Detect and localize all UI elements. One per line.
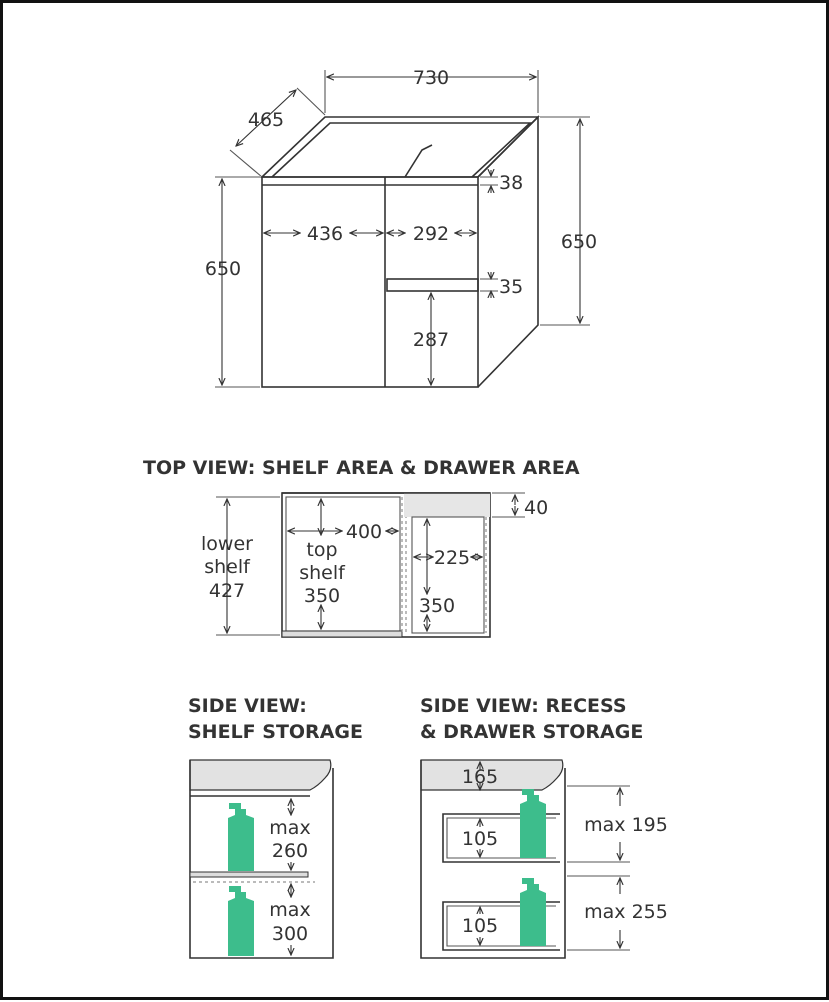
left-width-label: 436 — [306, 223, 344, 245]
drawer-1-height-label: 105 — [461, 828, 499, 850]
lower-shelf-label-1: lower — [201, 533, 253, 555]
drawer-2-height-label: 105 — [461, 915, 499, 937]
max-label-2: max — [269, 899, 311, 921]
mid-rail-label: 35 — [499, 276, 524, 298]
side-shelf-drawing — [190, 760, 333, 958]
recess-label: 165 — [461, 766, 499, 788]
max-255-label: max 255 — [584, 901, 668, 923]
drawer-rail — [387, 279, 478, 291]
max-label-1: max — [269, 817, 311, 839]
top-shelf-label-1: top — [306, 539, 338, 561]
max-195-label: max 195 — [584, 814, 668, 836]
cabinet-side — [478, 117, 538, 387]
bottle-icon — [520, 789, 546, 858]
top-shelf-value: 350 — [303, 585, 341, 607]
side-drawer-heading-1: SIDE VIEW: RECESS — [420, 695, 627, 717]
drawer-height-label: 287 — [412, 329, 450, 351]
bottle-icon — [228, 803, 254, 871]
height-left-label: 650 — [204, 258, 242, 280]
side-drawer-drawing — [421, 760, 630, 958]
lower-shelf-label-2: shelf — [204, 556, 250, 578]
height-right-label: 650 — [560, 231, 598, 253]
top-shelf-label-2: shelf — [299, 562, 345, 584]
tap-outline — [405, 145, 432, 177]
max-value-260: 260 — [271, 840, 309, 862]
bottle-icon — [228, 886, 254, 956]
right-width-label: 292 — [412, 223, 450, 245]
top-view-plan — [216, 493, 525, 637]
drawer-depth-label: 350 — [418, 595, 456, 617]
rail-depth-label: 40 — [524, 497, 549, 519]
bottle-icon — [520, 878, 546, 946]
depth-label: 465 — [247, 109, 285, 131]
drawer-width-label: 225 — [433, 547, 471, 569]
side-shelf-heading-2: SHELF STORAGE — [188, 721, 363, 743]
side-shelf-heading-1: SIDE VIEW: — [188, 695, 307, 717]
max-value-300: 300 — [271, 923, 309, 945]
lower-shelf-value: 427 — [208, 580, 246, 602]
shelf-width-label: 400 — [345, 521, 383, 543]
vanity-dimension-drawing — [3, 3, 826, 997]
cabinet-front — [262, 177, 478, 387]
top-rail-label: 38 — [499, 172, 524, 194]
top-view-heading: TOP VIEW: SHELF AREA & DRAWER AREA — [143, 457, 580, 479]
width-label: 730 — [412, 67, 450, 89]
side-drawer-heading-2: & DRAWER STORAGE — [420, 721, 644, 743]
